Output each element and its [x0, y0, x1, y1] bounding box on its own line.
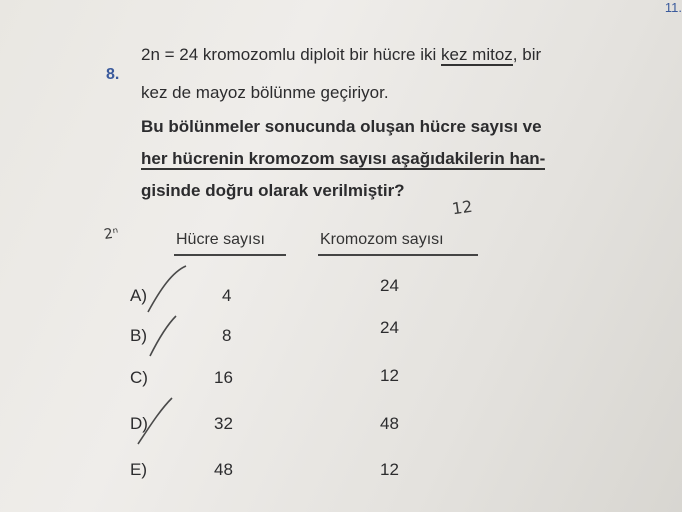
intro-text-a: 2n = 24 kromozomlu diploit bir hücre iki — [141, 45, 441, 64]
option-c-cells: 16 — [214, 368, 233, 387]
option-b-label: B) — [130, 326, 147, 345]
strike-mark-a — [148, 266, 186, 312]
option-a-cells: 4 — [222, 286, 232, 305]
option-a-chromosomes: 24 — [380, 276, 399, 295]
option-d-label: D) — [130, 414, 148, 433]
option-c-label: C) — [130, 368, 148, 387]
option-a-label: A) — [130, 286, 147, 305]
handwritten-note-2n: 2ⁿ — [102, 225, 120, 243]
page-corner-number: 11. — [664, 0, 682, 15]
stem-line2-underlined: her hücrenin kromozom sayısı aşağıdakilerin han- — [141, 149, 546, 168]
question-intro-line2: kez de mayoz bölünme geçiriyor. — [141, 83, 389, 102]
question-stem-line2 — [141, 148, 545, 170]
header-underline-2 — [318, 254, 478, 256]
intro-text-c: , bir — [512, 45, 542, 64]
option-b-chromosomes: 24 — [380, 318, 399, 337]
option-c-chromosomes: 12 — [380, 366, 399, 385]
header-underline-1 — [174, 254, 286, 256]
question-stem-line3: gisinde doğru olarak verilmiştir? — [141, 181, 405, 200]
table-header-cell-count: Hücre sayısı — [176, 231, 265, 248]
option-b-cells: 8 — [222, 326, 232, 345]
option-d-chromosomes: 48 — [380, 414, 399, 433]
option-e-label: E) — [130, 460, 147, 479]
intro-text-underlined: kez mitoz — [441, 45, 513, 64]
question-stem-line1: Bu bölünmeler sonucunda oluşan hücre sayısı ve — [141, 117, 542, 136]
option-d-cells: 32 — [214, 414, 233, 433]
table-header-chromosome-count: Kromozom sayısı — [320, 231, 444, 248]
strike-mark-b — [150, 316, 176, 356]
option-e-cells: 48 — [214, 460, 233, 479]
option-e-chromosomes: 12 — [380, 460, 399, 479]
handwritten-note-12: 12 — [450, 196, 474, 219]
question-intro-line1 — [141, 44, 541, 66]
question-number: 8. — [106, 66, 120, 83]
